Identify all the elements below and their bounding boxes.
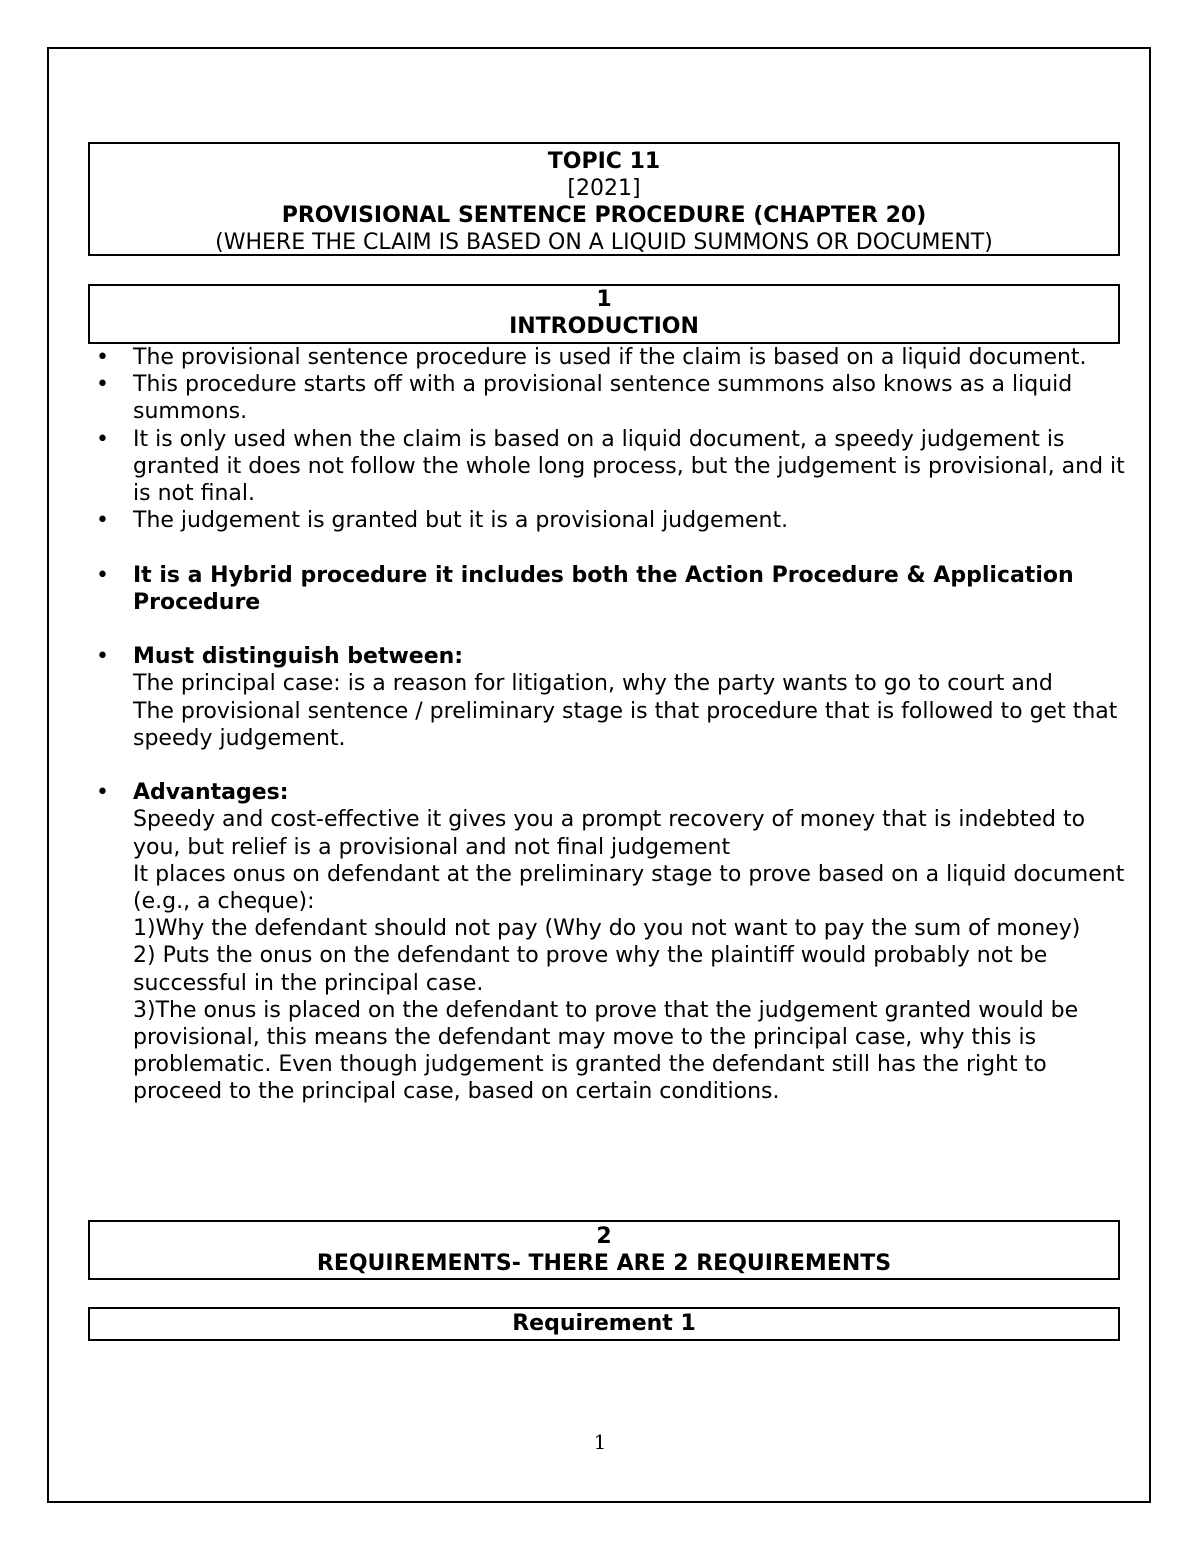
bullet-provisional-judgement [88, 507, 1128, 534]
year-label: [2021] [567, 176, 641, 201]
section-2-number: 2 [596, 1224, 612, 1249]
section-2-title: REQUIREMENTS- THERE ARE 2 REQUIREMENTS [316, 1251, 892, 1276]
bullet-liquid-summons [88, 371, 1128, 425]
introduction-bullet-list [88, 344, 1128, 1106]
bullet-text: The provisional sentence / preliminary stage is that procedure that is followed to get that speedy judgement. [133, 698, 1118, 751]
document-heading: PROVISIONAL SENTENCE PROCEDURE (CHAPTER 20) [281, 203, 927, 228]
bullet-text: It places onus on defendant at the preliminary stage to prove based on a liquid document (e.g., a cheque): [133, 861, 1125, 915]
bullet-text: 3)The onus is placed on the defendant to prove that the judgement granted would be provisional, this means the defendant may move to the principal case, why this is problematic. Even though judgement is granted the defendant still has the right to proceed to the principal case, based on certain conditions. [133, 997, 1079, 1105]
bullet-heading: • Advantages: [133, 780, 289, 806]
bullet-text: • The provisional sentence procedure is used if the claim is based on a liquid document. [133, 345, 1087, 370]
section-2-heading-box [88, 1220, 1120, 1280]
document-subheading: (WHERE THE CLAIM IS BASED ON A LIQUID SUMMONS OR DOCUMENT) [215, 230, 993, 255]
section-1-heading-box [88, 284, 1120, 344]
title-box [88, 142, 1120, 256]
bullet-text: 1)Why the defendant should not pay (Why do you not want to pay the sum of money) [133, 916, 1081, 942]
requirement-1-heading-box [88, 1307, 1120, 1341]
requirement-1-title: Requirement 1 [512, 1311, 696, 1336]
bullet-heading: • Must distinguish between: [133, 644, 464, 670]
spacer [88, 534, 1128, 561]
bullet-text: The principal case: is a reason for litigation, why the party wants to go to court and [133, 671, 1053, 697]
topic-label: TOPIC 11 [547, 149, 661, 174]
bullet-advantages [88, 779, 1128, 1105]
section-1-title: INTRODUCTION [509, 314, 699, 339]
spacer [88, 616, 1128, 643]
bullet-hybrid-procedure [88, 562, 1128, 616]
bullet-text: • This procedure starts off with a provisional sentence summons also knows as a liquid summons. [133, 372, 1073, 425]
bullet-text: Speedy and cost-effective it gives you a prompt recovery of money that is indebted to you, but relief is a provisional and not final judgement [133, 807, 1086, 860]
bullet-liquid-document [88, 344, 1128, 371]
bullet-text: • It is a Hybrid procedure it includes both the Action Procedure & Application Procedure [133, 562, 1074, 615]
bullet-text: 2) Puts the onus on the defendant to prove why the plaintiff would probably not be successful in the principal case. [133, 943, 1048, 996]
page-number: 1 [593, 1430, 607, 1454]
bullet-text: • The judgement is granted but it is a provisional judgement. [133, 508, 789, 534]
bullet-distinguish [88, 643, 1128, 752]
section-1-number: 1 [596, 287, 612, 312]
bullet-speedy-judgement [88, 426, 1128, 508]
bullet-text: • It is only used when the claim is based on a liquid document, a speedy judgement is granted it does not follow the whole long process, but the judgement is provisional, and it is not final. [133, 426, 1125, 507]
spacer [88, 752, 1128, 779]
